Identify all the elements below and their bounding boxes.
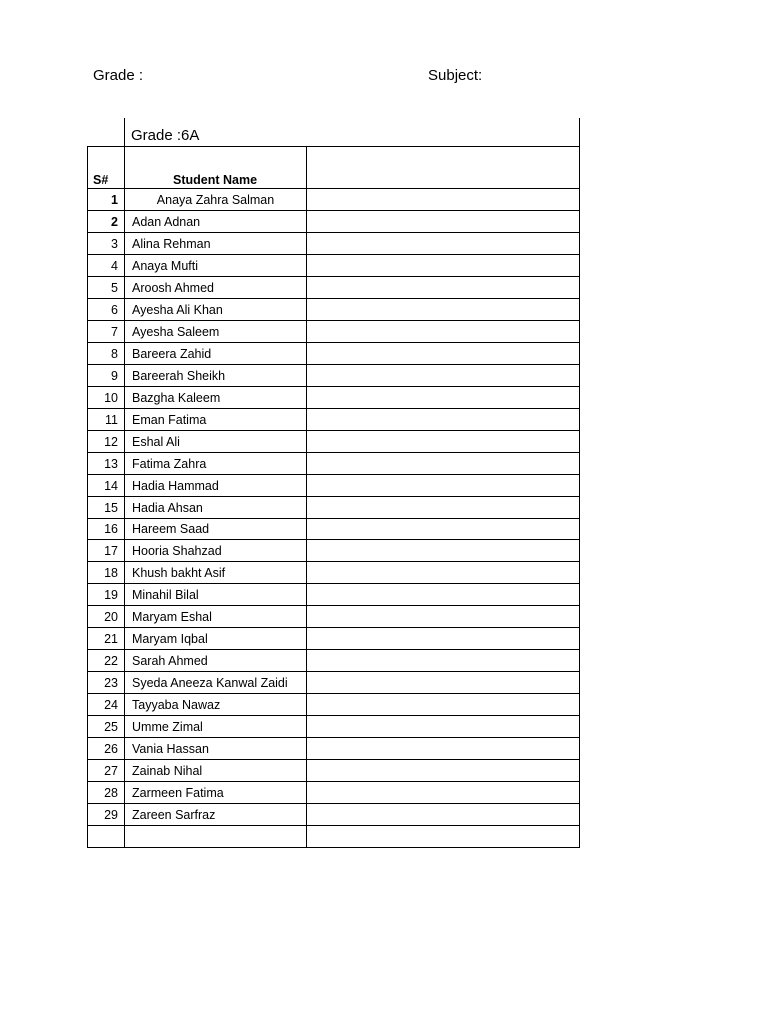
row-serial: 2 xyxy=(111,215,118,229)
grid-line xyxy=(87,232,580,233)
grid-line xyxy=(87,320,580,321)
grid-line xyxy=(87,759,580,760)
grid-line xyxy=(87,627,580,628)
row-serial: 25 xyxy=(104,720,118,734)
student-name: Ayesha Ali Khan xyxy=(132,303,223,317)
student-name: Umme Zimal xyxy=(132,720,203,734)
grid-line xyxy=(87,715,580,716)
grid-line xyxy=(87,364,580,365)
grid-line xyxy=(87,518,580,519)
student-name: Minahil Bilal xyxy=(132,588,199,602)
row-serial: 11 xyxy=(105,413,118,427)
student-name: Fatima Zahra xyxy=(132,457,207,471)
column-header-serial: S# xyxy=(93,173,109,187)
student-name: Zareen Sarfraz xyxy=(132,808,216,822)
student-name: Khush bakht Asif xyxy=(132,566,226,580)
grid-line xyxy=(87,496,580,497)
student-name: Bareera Zahid xyxy=(132,347,212,361)
grid-line xyxy=(87,188,580,189)
row-serial: 5 xyxy=(111,281,118,295)
grade-label: Grade : xyxy=(93,67,144,84)
student-name: Maryam Iqbal xyxy=(132,632,208,646)
row-serial: 12 xyxy=(104,435,118,449)
grid-line xyxy=(87,254,580,255)
student-name: Bareerah Sheikh xyxy=(132,369,226,383)
student-name: Zainab Nihal xyxy=(132,764,203,778)
row-serial: 21 xyxy=(104,632,118,646)
grid-line xyxy=(579,118,580,146)
row-serial: 1 xyxy=(111,193,118,207)
student-name: Aroosh Ahmed xyxy=(132,281,214,295)
student-name: Anaya Mufti xyxy=(132,259,199,273)
student-name: Zarmeen Fatima xyxy=(132,786,224,800)
grid-line xyxy=(87,825,580,826)
grid-line xyxy=(87,803,580,804)
row-serial: 24 xyxy=(104,698,118,712)
student-name: Hadia Ahsan xyxy=(132,501,203,515)
row-serial: 15 xyxy=(104,501,118,515)
row-serial: 14 xyxy=(104,479,118,493)
student-name: Hadia Hammad xyxy=(132,479,219,493)
student-name: Eshal Ali xyxy=(132,435,180,449)
grid-line xyxy=(87,408,580,409)
row-serial: 8 xyxy=(111,347,118,361)
grid-line xyxy=(87,649,580,650)
row-serial: 3 xyxy=(111,237,118,251)
student-name: Tayyaba Nawaz xyxy=(132,698,221,712)
grid-line xyxy=(87,430,580,431)
student-name: Adan Adnan xyxy=(132,215,201,229)
student-name: Bazgha Kaleem xyxy=(132,391,221,405)
student-name: Alina Rehman xyxy=(132,237,211,251)
row-serial: 20 xyxy=(104,610,118,624)
grid-line xyxy=(87,605,580,606)
grid-line xyxy=(87,276,580,277)
student-name: Syeda Aneeza Kanwal Zaidi xyxy=(132,676,288,690)
grid-line xyxy=(87,847,580,848)
grid-line xyxy=(87,781,580,782)
row-serial: 9 xyxy=(111,369,118,383)
row-serial: 6 xyxy=(111,303,118,317)
row-serial: 18 xyxy=(104,566,118,580)
grid-line xyxy=(87,561,580,562)
grid-line xyxy=(87,474,580,475)
grid-line xyxy=(87,452,580,453)
column-header-student-name: Student Name xyxy=(173,173,258,187)
grid-line xyxy=(87,671,580,672)
student-name: Anaya Zahra Salman xyxy=(156,193,275,207)
row-serial: 19 xyxy=(104,588,118,602)
student-name: Sarah Ahmed xyxy=(132,654,208,668)
grid-line xyxy=(124,118,125,146)
grid-line xyxy=(87,342,580,343)
row-serial: 27 xyxy=(104,764,118,778)
student-name: Hareem Saad xyxy=(132,522,210,536)
grid-line xyxy=(87,386,580,387)
grid-line xyxy=(87,583,580,584)
student-name: Eman Fatima xyxy=(132,413,207,427)
row-serial: 10 xyxy=(104,391,118,405)
row-serial: 23 xyxy=(104,676,118,690)
row-serial: 16 xyxy=(104,522,118,536)
row-serial: 4 xyxy=(111,259,118,273)
student-name: Maryam Eshal xyxy=(132,610,212,624)
grid-line xyxy=(87,693,580,694)
row-serial: 7 xyxy=(111,325,118,339)
row-serial: 13 xyxy=(104,457,118,471)
student-name: Vania Hassan xyxy=(132,742,209,756)
student-name: Ayesha Saleem xyxy=(132,325,220,339)
table-grade-title: Grade :6A xyxy=(131,127,200,144)
grid-line xyxy=(87,539,580,540)
row-serial: 22 xyxy=(104,654,118,668)
grid-line xyxy=(87,737,580,738)
grid-line xyxy=(87,146,580,147)
row-serial: 26 xyxy=(104,742,118,756)
row-serial: 29 xyxy=(104,808,118,822)
grid-line xyxy=(87,298,580,299)
subject-label: Subject: xyxy=(428,67,483,84)
student-name: Hooria Shahzad xyxy=(132,544,222,558)
grid-line xyxy=(87,210,580,211)
row-serial: 28 xyxy=(104,786,118,800)
row-serial: 17 xyxy=(104,544,118,558)
